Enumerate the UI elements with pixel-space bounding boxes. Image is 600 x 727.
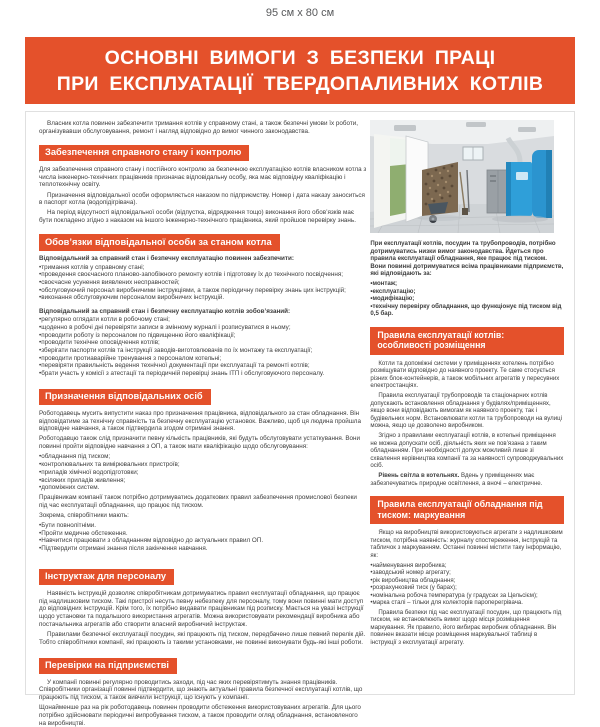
list-item: • розрахунковий тиск (у барах); xyxy=(370,584,564,592)
list-item: • монтаж; xyxy=(370,280,564,288)
list-item: • найменування виробника; xyxy=(370,562,564,570)
poster-title-line-1: ОСНОВНІ ВИМОГИ З БЕЗПЕКИ ПРАЦІ xyxy=(104,46,496,69)
paragraph: У компанії повинні регулярно проводитись заходи, під час яких перевірятимуть знання працівників. Співробітники організації повинні підтвердити, що знають актуальні правила безпечної експлуатації котлів, що працюють під тиском, а також вивчили інструкції, що існують у компанії. xyxy=(39,678,363,702)
poster-title-line-2: ПРИ ЕКСПЛУАТАЦІЇ ТВЕРДОПАЛИВНИХ КОТЛІВ xyxy=(56,72,544,95)
paragraph xyxy=(370,472,564,487)
list-item: • модифікацію; xyxy=(370,295,564,303)
list-item: • експлуатацію; xyxy=(370,288,564,296)
list-item: • виконання обслуговуючим персоналом виробничих інструкцій. xyxy=(39,294,366,302)
list-item: • зберігати паспорти котлів та інструкції заводів-виготовлювачів по їх монтажу та експлуатації; xyxy=(39,347,366,355)
list-item: • обслуговуючий персонал виробничими інструкціями, а також періодичну перевірку знань цих інструкцій; xyxy=(39,287,366,295)
lighting-level-label: Рівень світла в котельнях. xyxy=(378,472,460,479)
paragraph: Згідно з правилами експлуатації котлів, в котельні приміщення не можна допускати осіб, діяльність яких не пов’язана з таким обладнанням. При необхідності допуск можливий лише зі схвалення керівництва компанії та за наявності супроводжувальних осіб. xyxy=(370,432,564,469)
section-header-pressure-marking: Правила експлуатації обладнання під тиском: маркування xyxy=(370,496,564,524)
paragraph: Правила безпеки під час експлуатації посудин, що працюють під тиском, не встановлюють вимог щодо місця розміщення маркування. Як правило, його вибирає виробник обладнання. Він повинен вказати місце розміщення маркувальної таблиці в інструкції з експлуатації агрегату. xyxy=(370,608,562,646)
list-item: • номінальна робоча температура (у градусах за Цельсієм); xyxy=(370,592,564,600)
boiler-room-photo xyxy=(370,120,554,233)
lighting-level-text: Вдень у приміщеннях має забезпечуватись природне освітлення, а вночі – електричне. xyxy=(370,472,543,487)
bullet-list xyxy=(39,522,366,553)
list-item: • приладів хімічної водопідготовки; xyxy=(39,469,366,477)
right-intro-paragraph: При експлуатації котлів, посудин та трубопроводів, потрібно дотримуватись низки вимог законодавства. Йдеться про правила експлуатації обладнання, яке працює під тиском. Вони повинні дотримуватися всіма працівниками підприємств, які відповідають за: xyxy=(370,240,564,277)
paragraph: Щонайменше раз на рік роботодавець повинен проводити обстеження використовуваних агрегатів. Для цього потрібно здійснювати періодичні випробування тиском, а також проводити огляд обладнання, встановленого на виробництві. xyxy=(39,704,361,727)
section-header-responsible-duties: Обов’язки відповідальної особи за станом котла xyxy=(39,234,280,251)
paragraph: Роботодавцю також слід призначити певну кількість працівників, які будуть обслуговувати устаткування. Вони повинні пройти відповідне навчання з ОП, а також мати кваліфікацію щодо обслуговування: xyxy=(39,435,361,451)
bullet-list xyxy=(39,264,366,303)
list-item: • контролювальних та вимірювальних пристроїв; xyxy=(39,461,366,469)
list-item: • брати участь у комісії з атестації та періодичній перевірці знань ІТП і обслуговуючого персоналу. xyxy=(39,370,366,378)
paragraph: Правила експлуатації трубопроводів та стаціонарних котлів допускають встановлення обладнання у будівлях/приміщеннях, якщо вони відповідають вимогам як наявного проекту, так і будівельних норм. Встановлювати котли та трубопроводи на вулиці можна, якщо це дозволено виробником. xyxy=(370,392,562,429)
bullet-list xyxy=(39,316,366,378)
content-box xyxy=(25,111,575,727)
list-item: • проводити протиаварійне тренування з персоналом котельні; xyxy=(39,355,366,363)
paragraph: Призначення відповідальної особи оформляється наказом по підприємству. Номер і дата наказу заноситься в паспорт котла (водопідігрівача). xyxy=(39,191,365,207)
list-item: • Навчитися працювати з обладнанням відповідно до актуальних правил ОП. xyxy=(39,537,366,545)
paragraph: Зокрема, співробітники мають: xyxy=(39,511,129,519)
paragraph: Правилами безпечної експлуатації посудин, які працюють під тиском, передбачено лише певний перелік дій. Тобто співробітники компанії, які працюють із такими установками, не повинні виконувати будь-які інші роботи. xyxy=(39,630,366,646)
list-lead: Відповідальний за справний стан і безпечну експлуатацію котлів зобов’язаний: xyxy=(39,308,291,316)
list-item: • всіляких приладів живлення; xyxy=(39,477,366,485)
size-label: 95 см x 80 см xyxy=(265,7,335,19)
ceiling-vent-icon xyxy=(394,125,416,131)
list-item: • проводити технічне опосвідчення котлів; xyxy=(39,339,366,347)
list-item: • своєчасне усунення виявлених несправностей; xyxy=(39,279,366,287)
list-lead: Відповідальний за справний стан і безпечну експлуатацію повинен забезпечити: xyxy=(39,255,294,263)
right-column xyxy=(370,112,574,694)
ceiling-vent-icon xyxy=(518,127,536,132)
list-item: • регулярно оглядати котли в робочому стані; xyxy=(39,316,366,324)
intro-paragraph: Власник котла повинен забезпечити тримання котлів у справному стані, а також безпечні умови їх роботи, організувавши обслуговування, ремонт і нагляд відповідно до вимог чинного законодавства. xyxy=(39,120,359,135)
bullet-list xyxy=(370,562,564,607)
floor-shadow xyxy=(418,215,462,221)
paragraph: Для забезпечення справного стану і постійного контролю за безпечною експлуатацією котлів власником котла з числа інженерно-технічних працівників призначає відповідальну особу, яка має відповідну кваліфікацію і теплотехнічну освіту. xyxy=(39,165,367,189)
paragraph: Наявність інструкцій дозволяє співробітникам дотримуватись правил експлуатації обладнання, що працює під надлишковим тиском. Такі пристрої несуть певну небезпеку для персоналу, тому вони повинні мати доступ до відповідних інструкцій. Крім того, їх потрібно видавати працівникам під розписку. Мається на увазі інструкції щодо установки та подальшого використання агрегатів. Можна використовувати рекомендації виробника або постачальника агрегатів або створити власний виробничий інструктаж. xyxy=(39,589,364,628)
left-column xyxy=(26,112,370,727)
list-item: • проведення своєчасного планово-запобіжного ремонту котлів і підготовку їх до технічного посвідчення; xyxy=(39,271,366,279)
paragraph: Працівникам компанії також потрібно дотримуватись додаткових правил забезпечення промислової безпеки під час експлуатації обладнання, що працює під тиском. xyxy=(39,493,357,509)
list-item: • проводити роботу із персоналом по підвищенню його кваліфікації; xyxy=(39,332,366,340)
list-item: • Пройти медичне обстеження. xyxy=(39,530,366,538)
wheelbarrow xyxy=(428,202,448,214)
section-header-enterprise-inspections: Перевірки на підприємстві xyxy=(39,658,177,675)
bullet-list xyxy=(370,280,564,318)
floor-shadow xyxy=(492,216,548,223)
list-item: • Бути повнолітніми. xyxy=(39,522,366,530)
list-item: • обладнання під тиском; xyxy=(39,453,366,461)
paragraph: Котли та допоміжні системи у приміщеннях котелень потрібно розміщувати відповідно до наявного проекту. Те саме стосується різних блок-контейнерів, а також мобільних агрегатів у пересувних електростанціях. xyxy=(370,359,560,389)
section-header-personnel-briefing: Інструктаж для персоналу xyxy=(39,569,174,586)
section-header-boiler-placement: Правила експлуатації котлів: особливості розміщення xyxy=(370,327,564,355)
list-item: • Підтвердити отримані знання після закінчення навчання. xyxy=(39,545,366,553)
list-item: • тримання котлів у справному стані; xyxy=(39,264,366,272)
ceiling-vent-icon xyxy=(466,122,486,127)
list-item: • щоденно в робочі дні перевіряти записи в змінному журналі і розписуватися в ньому; xyxy=(39,324,366,332)
bullet-list xyxy=(39,453,366,492)
section-header-appointing-persons: Призначення відповідальних осіб xyxy=(39,389,211,406)
title-banner xyxy=(25,37,575,104)
list-item: • технічну перевірку обладнання, що функціонує під тиском від 0,5 бар. xyxy=(370,303,564,318)
list-item: • допоміжних систем. xyxy=(39,484,366,492)
paragraph: Роботодавець мусить випустити наказ про призначення працівника, відповідального за стан обладнання. Він відповідатиме за технічну справність та безпечну експлуатацію установок. Важливо, щоб ця людина пройшла відповідне навчання, а також підтвердила згодом отримані знання. xyxy=(39,409,361,433)
list-item: • заводський номер агрегату; xyxy=(370,569,564,577)
paragraph: На період відсутності відповідальної особи (відпустка, відрядження тощо) виконання його обов’язків має бути покладено згідно з наказом на іншого інженерно-технічного працівника, який пройшов перевірку знань. xyxy=(39,209,356,225)
list-item: • перевіряти правильність ведення технічної документації при експлуатації та ремонті котлів; xyxy=(39,362,366,370)
section-header-maintenance-control: Забезпечення справного стану і контролю xyxy=(39,145,249,162)
list-item: • марка сталі – тільки для колекторів пароперегрівача. xyxy=(370,599,564,607)
paragraph: Якщо на виробництві використовуються агрегати з надлишковим тиском, потрібна наявність: журналу спостереження, інструкцій та табличок з маркуванням. Останні повинні містити таку інформацію, як: xyxy=(370,529,563,559)
list-item: • рік виробництва обладнання; xyxy=(370,577,564,585)
